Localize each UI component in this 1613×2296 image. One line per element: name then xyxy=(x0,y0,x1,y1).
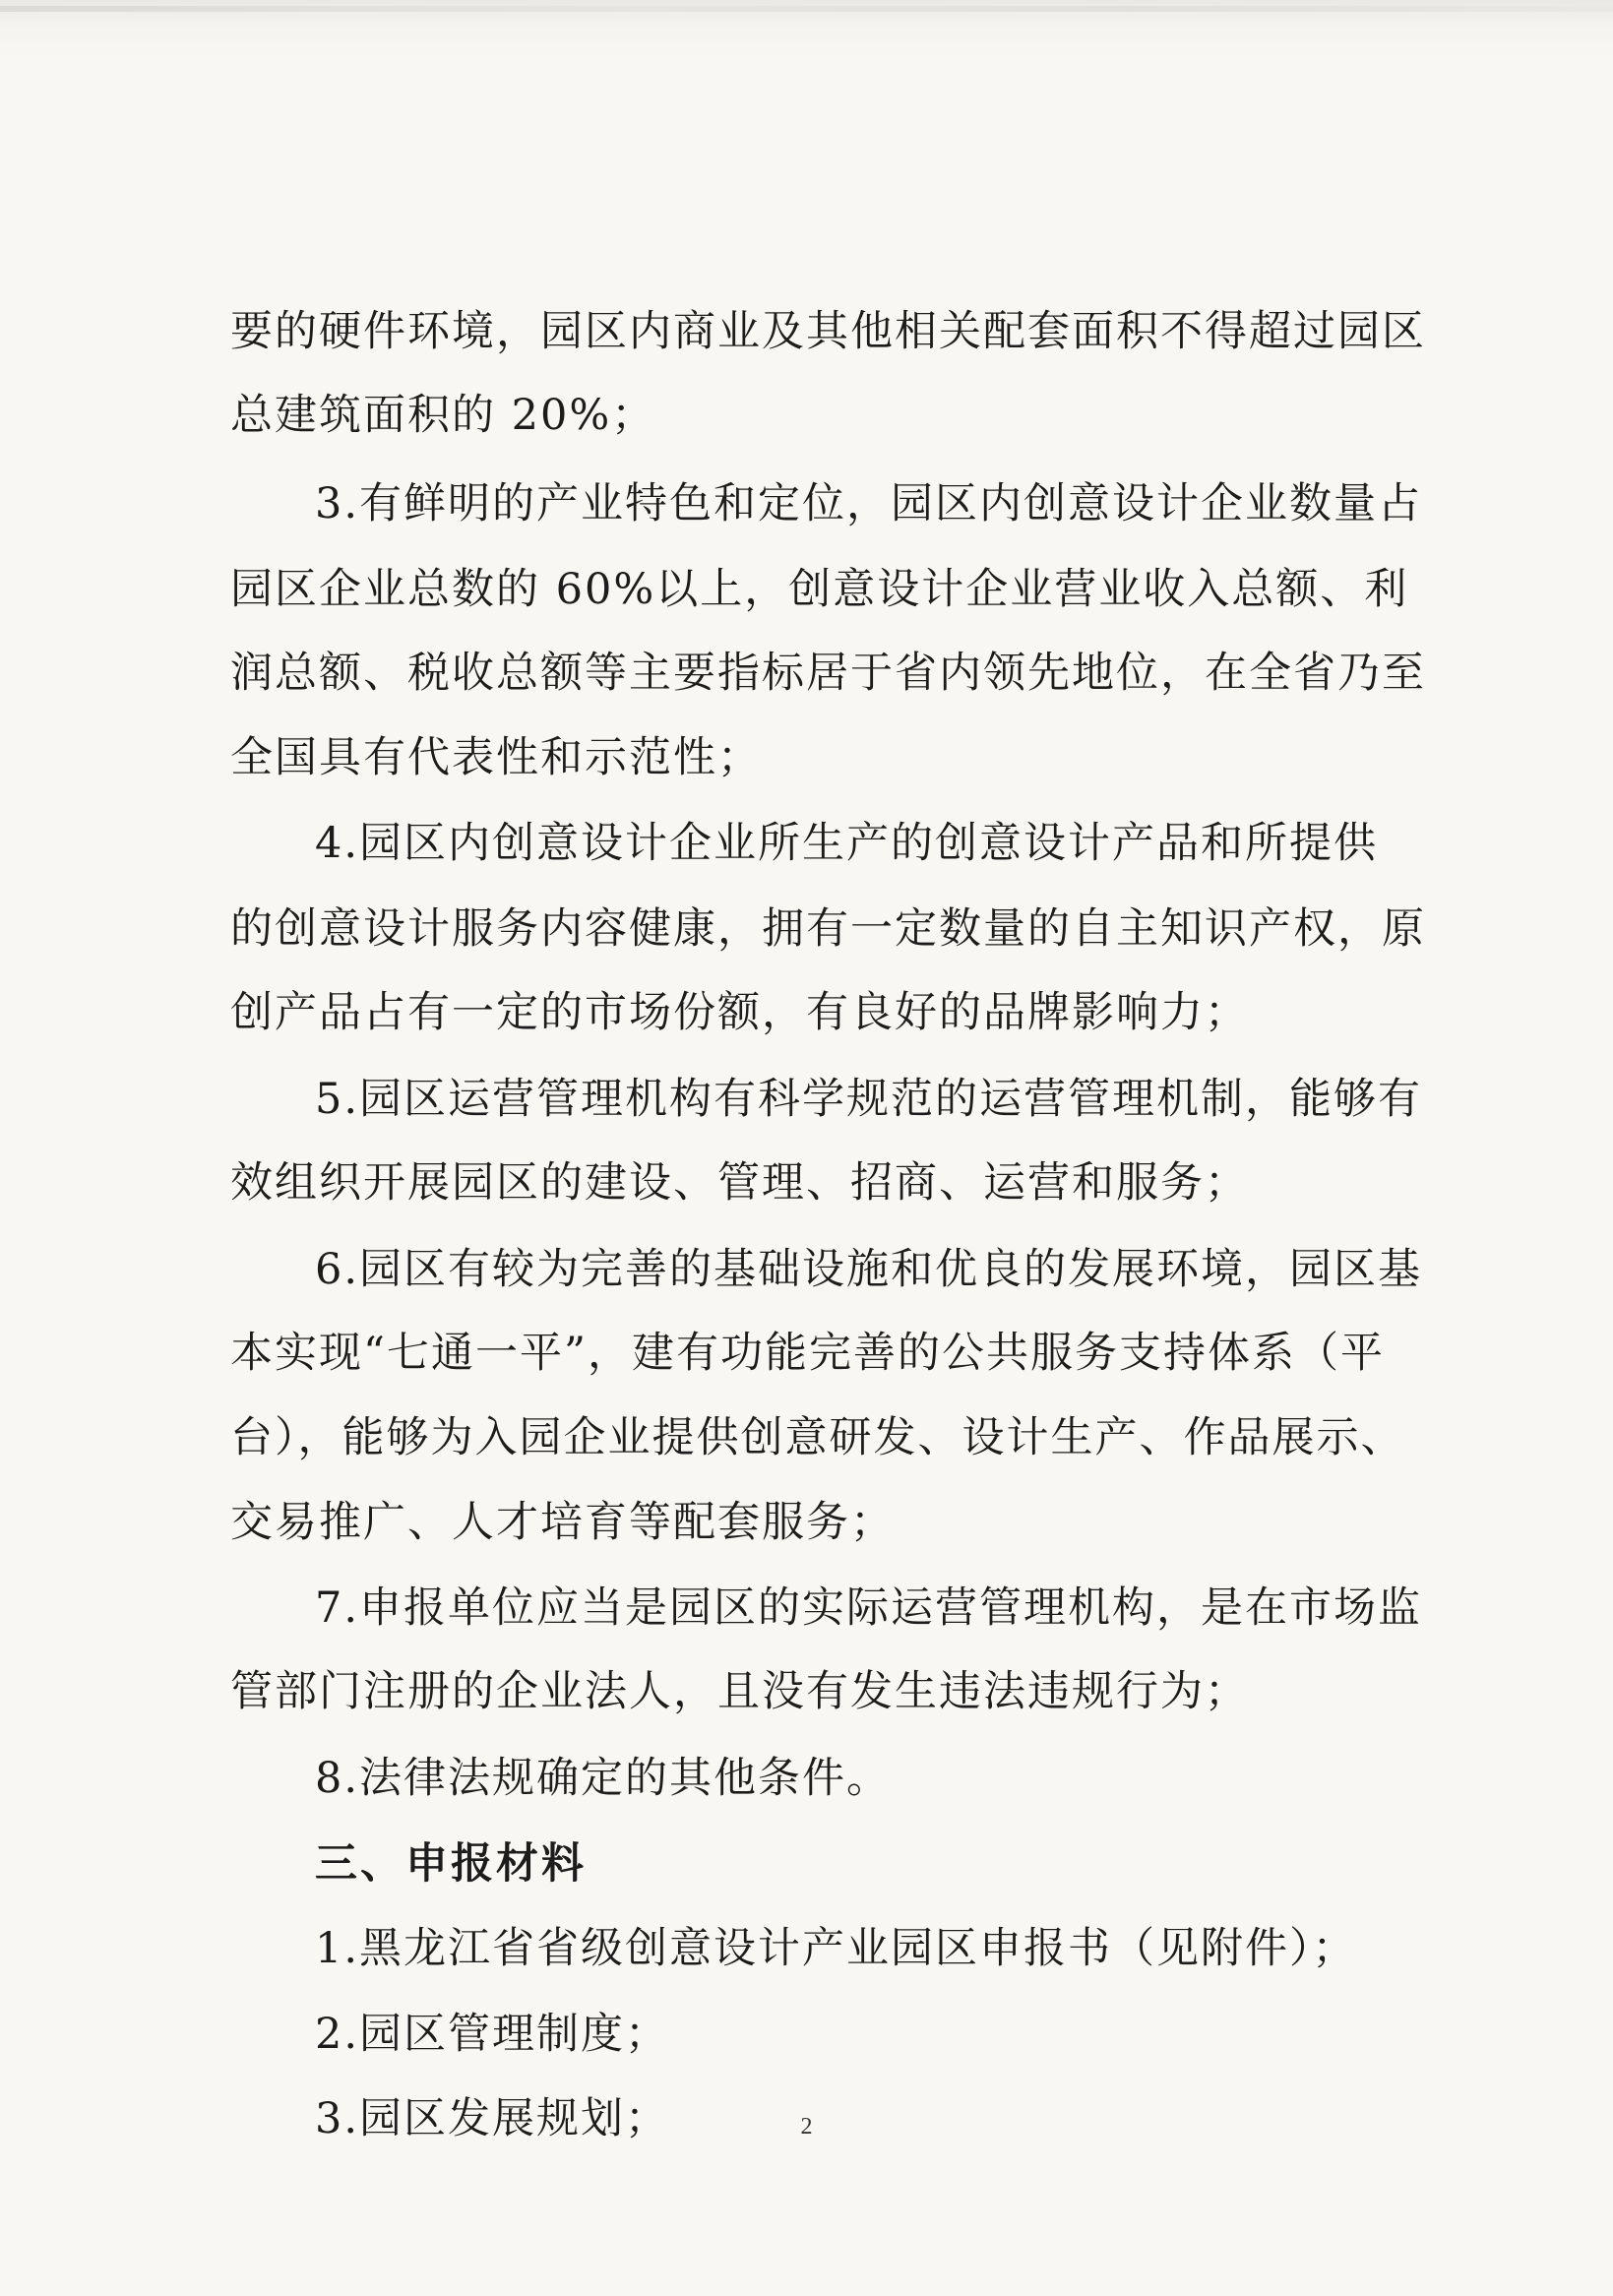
scan-edge xyxy=(0,6,1613,12)
text-line: 台），能够为入园企业提供创意研发、设计生产、作品展示、 xyxy=(230,1413,1405,1462)
text-line: 3.有鲜明的产业特色和定位，园区内创意设计企业数量占 xyxy=(315,479,1423,528)
text-line: 8.法律法规确定的其他条件。 xyxy=(315,1754,892,1803)
text-line: 园区企业总数的 60%以上，创意设计企业营业收入总额、利 xyxy=(230,565,1409,614)
text-line: 4.园区内创意设计企业所生产的创意设计产品和所提供 xyxy=(315,819,1379,868)
text-line: 1.黑龙江省省级创意设计产业园区申报书（见附件）； xyxy=(315,1924,1357,1973)
text-line: 效组织开展园区的建设、管理、招商、运营和服务； xyxy=(230,1158,1249,1208)
text-line: 6.园区有较为完善的基础设施和优良的发展环境，园区基 xyxy=(315,1245,1423,1294)
text-line: 5.园区运营管理机构有科学规范的运营管理机制，能够有 xyxy=(315,1075,1423,1124)
text-line: 管部门注册的企业法人，且没有发生违法违规行为； xyxy=(230,1667,1249,1716)
section-heading: 三、申报材料 xyxy=(315,1839,587,1889)
text-line: 3.园区发展规划； xyxy=(315,2094,670,2143)
text-line: 交易推广、人才培育等配套服务； xyxy=(230,1498,895,1547)
text-line: 的创意设计服务内容健康，拥有一定数量的自主知识产权，原 xyxy=(230,904,1426,954)
text-line: 本实现“七通一平”，建有功能完善的公共服务支持体系（平 xyxy=(230,1329,1385,1378)
text-line: 7.申报单位应当是园区的实际运营管理机构，是在市场监 xyxy=(315,1583,1423,1633)
text-line: 创产品占有一定的市场份额，有良好的品牌影响力； xyxy=(230,988,1249,1037)
page-number: 2 xyxy=(800,2114,813,2140)
text-line: 全国具有代表性和示范性； xyxy=(230,733,762,782)
text-line: 2.园区管理制度； xyxy=(315,2010,670,2059)
text-line: 润总额、税收总额等主要指标居于省内领先地位，在全省乃至 xyxy=(230,649,1426,698)
text-line: 要的硬件环境，园区内商业及其他相关配套面积不得超过园区 xyxy=(230,307,1426,356)
text-line: 总建筑面积的 20%； xyxy=(230,391,656,440)
